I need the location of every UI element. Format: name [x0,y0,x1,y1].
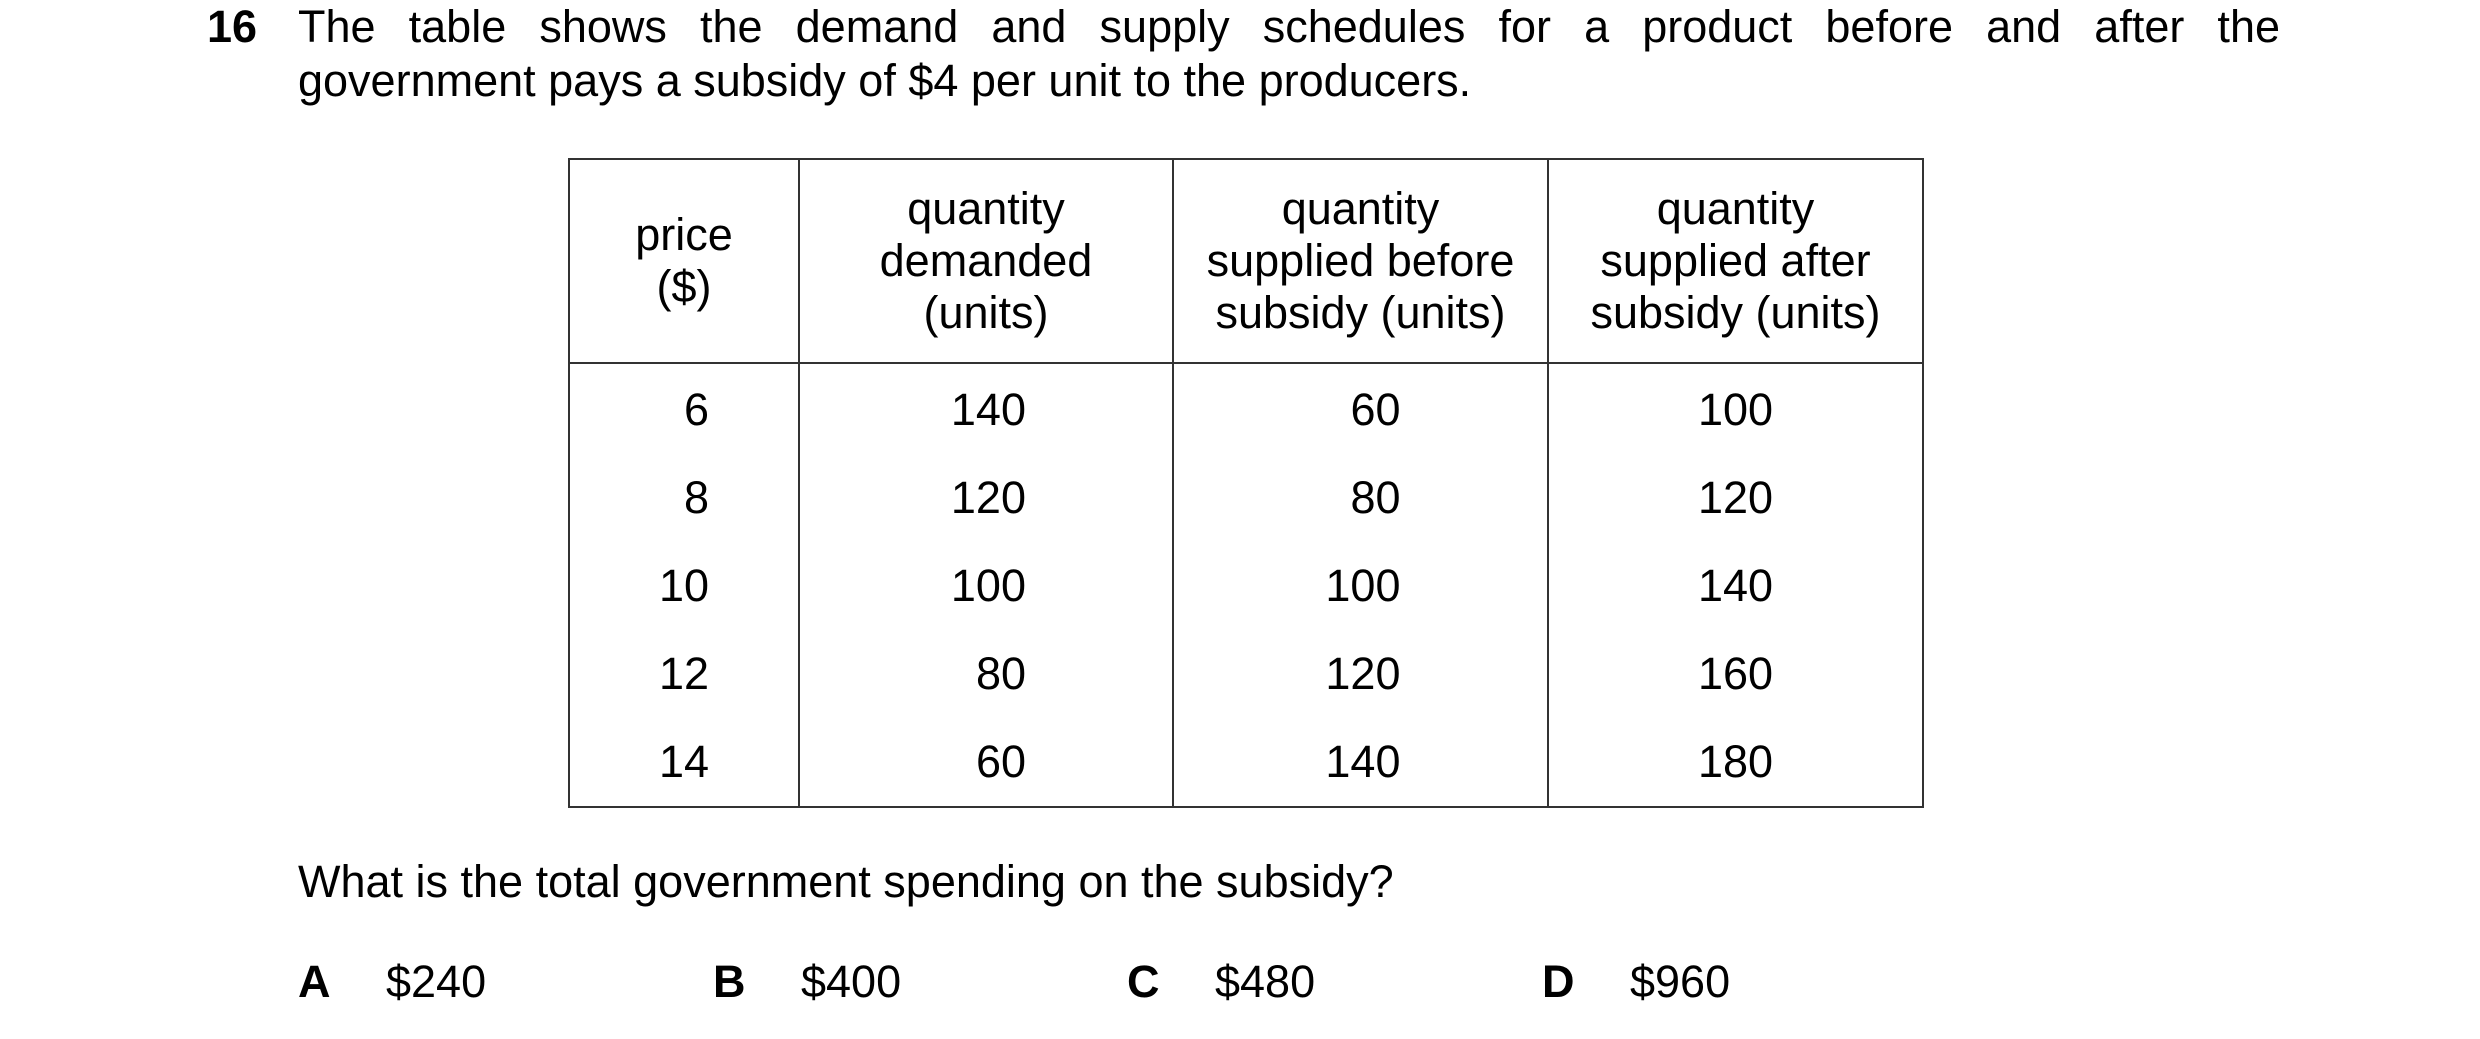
header-quantity-supplied-before [1173,159,1548,363]
cell-value: 12 [659,648,710,699]
cell-value: 60 [1350,384,1401,435]
quantity-supplied-before-cell [1173,630,1548,718]
question-prompt: What is the total government spending on the subsidy? [298,856,1394,907]
price-cell [569,718,799,807]
quantity-supplied-after-cell [1548,454,1923,542]
quantity-supplied-before-cell [1173,542,1548,630]
option-text: $400 [801,956,902,1007]
cell-value: 120 [950,472,1026,523]
header-line: supplied before [1206,235,1515,286]
header-line: quantity [1281,183,1440,234]
option-letter: B [713,956,746,1007]
header-line: supplied after [1600,235,1871,286]
option-text: $480 [1215,956,1316,1007]
quantity-supplied-after-cell [1548,542,1923,630]
question-stem-line-2: government pays a subsidy of $4 per unit to the producers. [298,55,1472,106]
cell-value: 120 [1325,648,1401,699]
quantity-supplied-after-cell [1548,718,1923,807]
header-line: demanded [879,235,1093,286]
table-row [569,718,1923,807]
quantity-demanded-cell [799,542,1173,630]
header-price [569,159,799,363]
cell-value: 60 [975,736,1026,787]
price-cell [569,630,799,718]
table-row [569,630,1923,718]
cell-value: 14 [659,736,710,787]
price-cell [569,363,799,454]
header-line: subsidy (units) [1215,287,1506,338]
option-text: $960 [1630,956,1731,1007]
cell-value: 140 [1697,560,1774,611]
price-cell [569,542,799,630]
cell-value: 8 [683,472,709,523]
cell-value: 160 [1697,648,1774,699]
header-line: quantity [1656,183,1815,234]
question-stem-line-1: The table shows the demand and supply schedules for a product before and after the [298,1,2280,52]
header-line: price [635,209,733,260]
quantity-supplied-after-cell [1548,363,1923,454]
question-stem [298,0,2280,108]
option-b[interactable] [713,955,901,1009]
cell-value: 6 [683,384,709,435]
price-cell [569,454,799,542]
header-line: ($) [656,261,712,312]
cell-value: 100 [950,560,1026,611]
demand-supply-table [568,158,1924,808]
quantity-supplied-before-cell [1173,454,1548,542]
question-number: 16 [207,1,258,52]
option-c[interactable] [1127,955,1315,1009]
option-a[interactable] [298,955,486,1009]
cell-value: 120 [1697,472,1774,523]
table-header-row [569,159,1923,363]
table-row [569,363,1923,454]
cell-value: 180 [1697,736,1774,787]
option-letter: C [1127,956,1160,1007]
quantity-demanded-cell [799,454,1173,542]
cell-value: 80 [975,648,1026,699]
cell-value: 100 [1325,560,1401,611]
cell-value: 140 [1325,736,1401,787]
quantity-supplied-before-cell [1173,363,1548,454]
header-quantity-demanded [799,159,1173,363]
cell-value: 80 [1350,472,1401,523]
answer-options [298,955,2098,1015]
option-letter: A [298,956,331,1007]
table-row [569,542,1923,630]
header-line: (units) [923,287,1049,338]
quantity-demanded-cell [799,718,1173,807]
quantity-demanded-cell [799,630,1173,718]
header-quantity-supplied-after [1548,159,1923,363]
option-d[interactable] [1542,955,1730,1009]
quantity-supplied-before-cell [1173,718,1548,807]
option-letter: D [1542,956,1575,1007]
quantity-demanded-cell [799,363,1173,454]
quantity-supplied-after-cell [1548,630,1923,718]
table-row [569,454,1923,542]
cell-value: 100 [1697,384,1774,435]
header-line: quantity [907,183,1065,234]
header-line: subsidy (units) [1590,287,1881,338]
cell-value: 140 [950,384,1026,435]
cell-value: 10 [659,560,710,611]
option-text: $240 [386,956,487,1007]
